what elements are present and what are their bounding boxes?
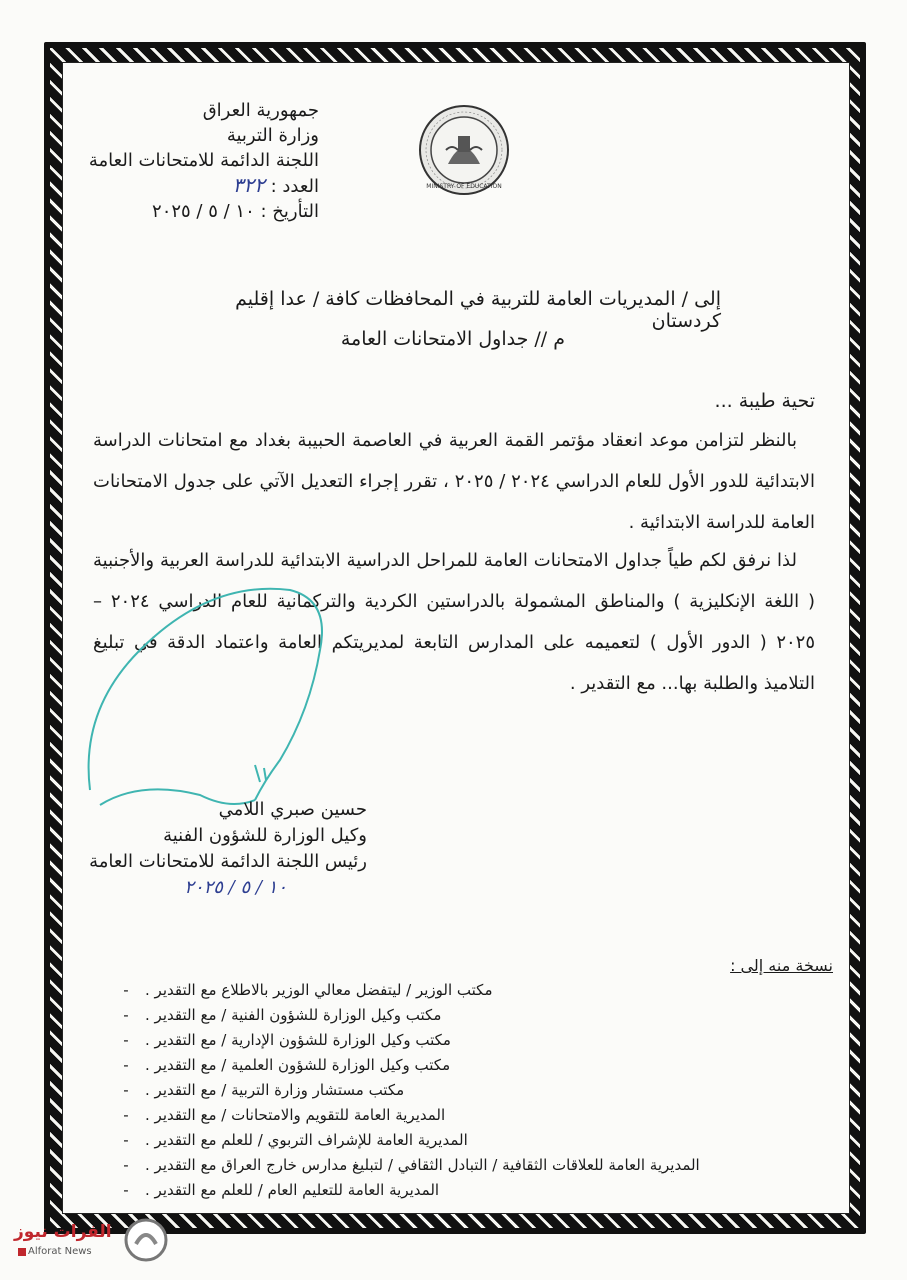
greeting: تحية طيبة ... <box>714 390 815 412</box>
copies-item-text: مكتب وكيل الوزارة للشؤون الإدارية / مع التقدير . <box>145 1031 451 1049</box>
paragraph-1: بالنظر لتزامن موعد انعقاد مؤتمر القمة العربية في العاصمة الحبيبة بغداد مع امتحانات الدراسة الابتدائية للدور الأول للعام الدراسي ٢٠٢٤ / ٢٠٢٥ ، تقرر إجراء التعديل الآتي على جدول الامتحانات العامة للدراسة الابتدائية . <box>93 430 816 533</box>
republic-name: جمهورية العراق <box>202 100 319 121</box>
copies-item <box>119 1103 839 1128</box>
copies-item <box>119 978 839 1003</box>
copies-item-bullet: - <box>123 1131 129 1149</box>
copies-item-bullet: - <box>123 1181 129 1199</box>
copies-item-bullet: - <box>123 1106 129 1124</box>
recipient-line: إلى / المديريات العامة للتربية في المحافظات كافة / عدا إقليم كردستان <box>235 288 721 332</box>
paragraph-2: لذا نرفق لكم طياً جداول الامتحانات العامة للمراحل الدراسية الابتدائية للدراسة العربية والأجنبية ( اللغة الإنكليزية ) والمناطق المشمولة بالدراستين الكردية والتركمانية للعام الدراسي ٢٠٢٤ – ٢٠٢٥ ( الدور الأول ) لتعميمه على المدارس التابعة لمديريتكم العامة واعتماد الدقة في تبليغ التلاميذ والطلبة بها... مع التقدير . <box>93 550 815 694</box>
document-number <box>59 173 319 199</box>
copies-item-bullet: - <box>123 1081 129 1099</box>
copies-list <box>119 978 839 1203</box>
signature-date: ١٠ / ٥ / ٢٠٢٥ <box>184 877 287 898</box>
number-value: ٣٢٢ <box>232 173 265 197</box>
copies-item-text: مكتب الوزير / ليتفضل معالي الوزير بالاطلاع مع التقدير . <box>145 981 493 999</box>
copies-item <box>119 1178 839 1203</box>
svg-text:MINISTRY OF EDUCATION: MINISTRY OF EDUCATION <box>426 183 502 190</box>
copies-item-bullet: - <box>123 1156 129 1174</box>
copies-item <box>119 1153 839 1178</box>
copies-heading: نسخة منه إلى : <box>730 956 833 975</box>
copies-item <box>119 1078 839 1103</box>
date-label: التأريخ : <box>260 201 319 222</box>
copies-item-bullet: - <box>123 981 129 999</box>
ministry-name: وزارة التربية <box>226 125 319 146</box>
copies-item-bullet: - <box>123 1031 129 1049</box>
letterhead <box>59 98 319 224</box>
date-value: ١٠ / ٥ / ٢٠٢٥ <box>152 201 255 222</box>
signature-block <box>67 797 367 901</box>
copies-item-bullet: - <box>123 1056 129 1074</box>
signatory-title: وكيل الوزارة للشؤون الفنية <box>163 825 367 846</box>
copies-item-text: المديرية العامة للإشراف التربوي / للعلم مع التقدير . <box>145 1131 468 1149</box>
committee-name: اللجنة الدائمة للامتحانات العامة <box>88 150 319 171</box>
ministry-seal-icon <box>418 104 510 196</box>
signatory-name: حسين صبري اللامي <box>218 799 367 820</box>
handwritten-signature <box>80 560 350 820</box>
number-label: العدد : <box>270 176 319 197</box>
watermark-logo-icon <box>124 1218 168 1262</box>
watermark-square-icon <box>18 1248 26 1256</box>
copies-item-text: المديرية العامة للتقويم والامتحانات / مع التقدير . <box>145 1106 446 1124</box>
copies-item-text: مكتب وكيل الوزارة للشؤون العلمية / مع التقدير . <box>145 1056 451 1074</box>
copies-item <box>119 1028 839 1053</box>
copies-item-text: المديرية العامة للعلاقات الثقافية / التبادل الثقافي / لتبليغ مدارس خارج العراق مع التقدير . <box>145 1156 700 1174</box>
copies-item-text: مكتب مستشار وزارة التربية / مع التقدير . <box>145 1081 405 1099</box>
copies-item <box>119 1053 839 1078</box>
copies-item-text: المديرية العامة للتعليم العام / للعلم مع التقدير . <box>145 1181 440 1199</box>
subject-line: م // جداول الامتحانات العامة <box>340 328 565 350</box>
copies-item <box>119 1128 839 1153</box>
copies-item <box>119 1003 839 1028</box>
copies-section <box>119 953 839 1203</box>
copies-item-bullet: - <box>123 1006 129 1024</box>
document-date <box>59 199 319 224</box>
watermark-latin: Alforat News <box>28 1246 92 1257</box>
signatory-committee: رئيس اللجنة الدائمة للامتحانات العامة <box>89 851 367 872</box>
copies-item-text: مكتب وكيل الوزارة للشؤون الفنية / مع التقدير . <box>145 1006 442 1024</box>
watermark-arabic: الفرات نيوز <box>14 1222 112 1242</box>
alforat-news-watermark <box>14 1212 174 1268</box>
